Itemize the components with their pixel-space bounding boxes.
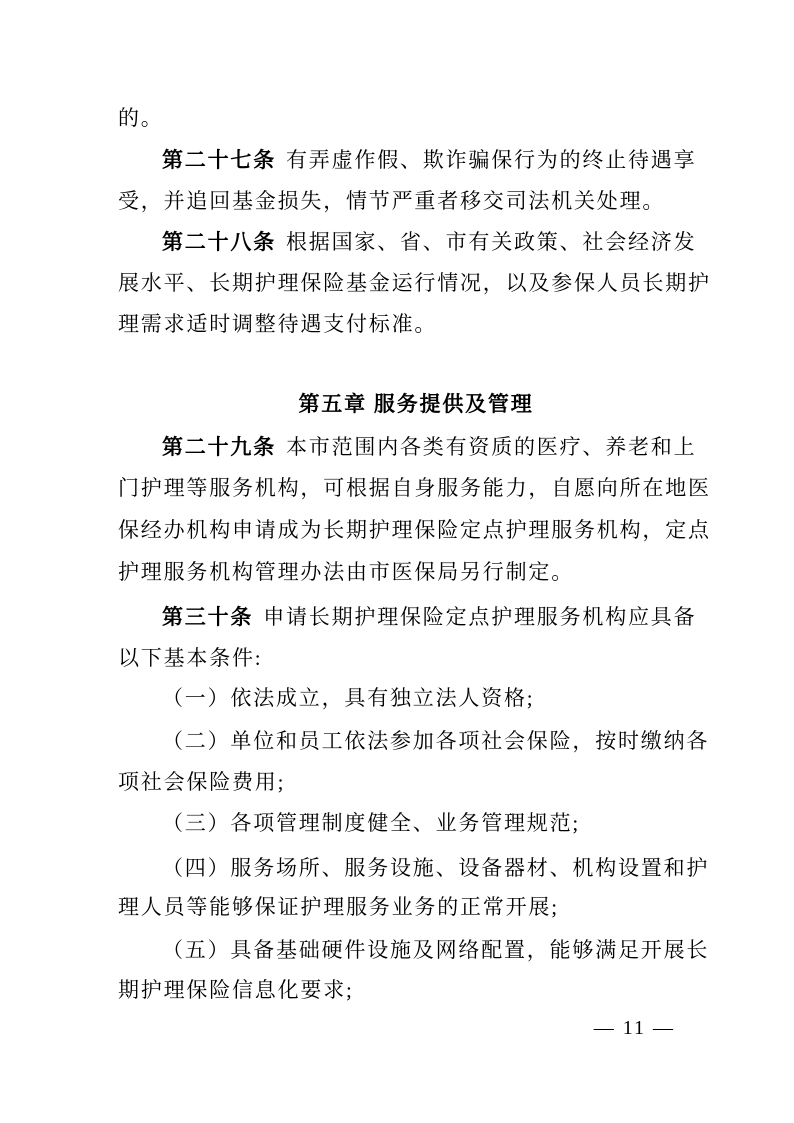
- line-text: 本市范围内各类有资质的医疗、养老和上: [286, 435, 697, 459]
- article-number-label: 第二十七条: [162, 148, 276, 172]
- list-item-5-line: [118, 935, 758, 965]
- line-text: 根据国家、省、市有关政策、社会经济发: [286, 230, 697, 254]
- article-28-line: [118, 227, 758, 257]
- paragraph-line: [118, 892, 714, 922]
- list-item-1-line: [118, 683, 758, 713]
- line-text: 保经办机构申请成为长期护理保险定点护理服务机构，定点: [118, 518, 711, 542]
- paragraph-line: [118, 309, 714, 339]
- paragraph-line: [118, 186, 714, 216]
- line-text: 护理服务机构管理办法由市医保局另行制定。: [118, 560, 574, 584]
- paragraph-line: [118, 473, 714, 503]
- line-text: 以下基本条件:: [118, 646, 263, 670]
- paragraph-line: [118, 557, 714, 587]
- line-text: 项社会保险费用;: [118, 770, 286, 794]
- paragraph-line: [118, 975, 714, 1005]
- line-text: （四）服务场所、服务设施、设备器材、机构设置和护: [162, 856, 710, 880]
- article-number-label: 第二十八条: [162, 230, 276, 254]
- page-number: — 11 —: [593, 1017, 675, 1039]
- line-text: （三）各项管理制度健全、业务管理规范;: [162, 811, 581, 835]
- article-29-line: [118, 432, 758, 462]
- line-text: 的。: [118, 106, 164, 130]
- paragraph-line: [118, 643, 714, 673]
- article-30-line: [118, 602, 758, 632]
- chapter-heading: 第五章 服务提供及管理: [298, 392, 534, 416]
- paragraph-line: [118, 767, 714, 797]
- line-text: 理需求适时调整待遇支付标准。: [118, 312, 438, 336]
- line-text: （二）单位和员工依法参加各项社会保险，按时缴纳各: [162, 729, 710, 753]
- paragraph-line: [118, 103, 714, 133]
- line-text: 期护理保险信息化要求;: [118, 978, 354, 1002]
- line-text: 申请长期护理保险定点护理服务机构应具备: [263, 605, 697, 629]
- line-text: （五）具备基础硬件设施及网络配置，能够满足开展长: [162, 938, 710, 962]
- line-text: 受，并追回基金损失，情节严重者移交司法机关处理。: [118, 189, 666, 213]
- article-27-line: [118, 145, 758, 175]
- line-text: 展水平、长期护理保险基金运行情况，以及参保人员长期护: [118, 271, 711, 295]
- article-number-label: 第二十九条: [162, 435, 276, 459]
- list-item-2-line: [118, 726, 758, 756]
- article-number-label: 第三十条: [162, 605, 254, 629]
- line-text: 理人员等能够保证护理服务业务的正常开展;: [118, 895, 559, 919]
- line-text: 门护理等服务机构，可根据自身服务能力，自愿向所在地医: [118, 476, 711, 500]
- list-item-4-line: [118, 853, 758, 883]
- paragraph-line: [118, 515, 714, 545]
- list-item-3-line: [118, 808, 758, 838]
- line-text: 有弄虚作假、欺诈骗保行为的终止待遇享: [286, 148, 697, 172]
- line-text: （一）依法成立，具有独立法人资格;: [162, 686, 535, 710]
- paragraph-line: [118, 268, 714, 298]
